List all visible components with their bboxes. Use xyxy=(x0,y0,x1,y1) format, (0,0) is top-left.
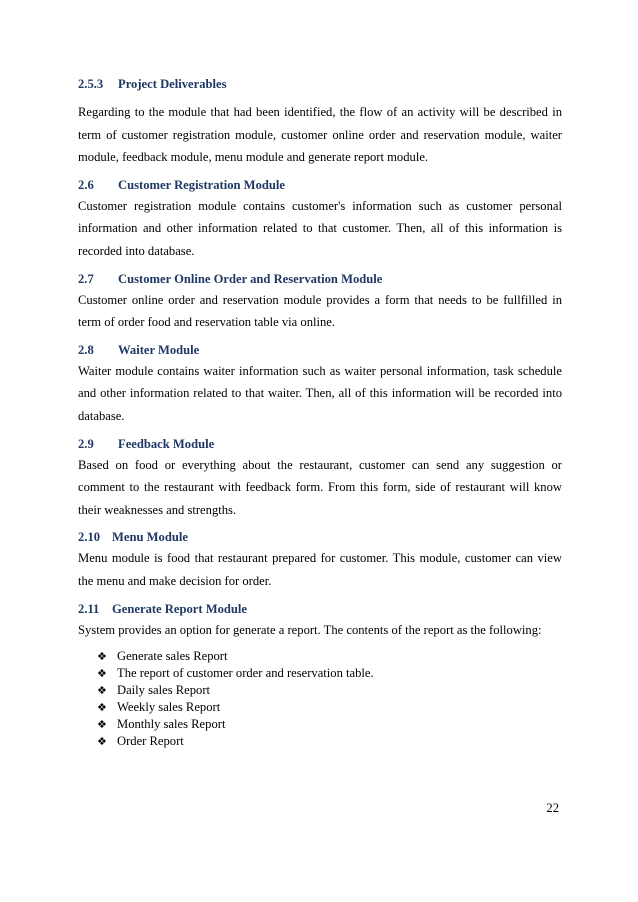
section-body-online-order-reservation: Customer online order and reservation module provides a form that needs to be fullfilled in term of order food and reservation table via online. xyxy=(78,292,562,330)
diamond-bullet-icon: ❖ xyxy=(97,701,107,715)
section-title: Menu Module xyxy=(112,530,188,545)
section-heading-online-order-reservation xyxy=(78,271,562,287)
list-item xyxy=(97,716,562,733)
list-item xyxy=(97,648,562,665)
section-body-customer-registration: Customer registration module contains customer's information such as customer personal information and other information related to that customer. Then, all of this information is recorded into database. xyxy=(78,198,562,258)
list-item-text: Monthly sales Report xyxy=(117,717,226,732)
list-item-text: Weekly sales Report xyxy=(117,700,221,715)
section-number: 2.7 xyxy=(78,271,94,286)
page-number: 22 xyxy=(546,801,559,815)
section-heading-customer-registration xyxy=(78,177,562,193)
section-title: Customer Registration Module xyxy=(118,177,285,192)
section-heading-project-deliverables xyxy=(78,76,562,92)
section-title: Generate Report Module xyxy=(112,601,247,616)
list-item xyxy=(97,665,562,682)
diamond-bullet-icon: ❖ xyxy=(97,684,107,698)
diamond-bullet-icon: ❖ xyxy=(97,735,107,749)
section-number: 2.8 xyxy=(78,342,94,357)
list-item-text: Order Report xyxy=(117,734,184,749)
section-heading-menu-module xyxy=(78,529,562,545)
section-body-generate-report: System provides an option for generate a report. The contents of the report as the following: xyxy=(78,622,542,637)
diamond-bullet-icon: ❖ xyxy=(97,667,107,681)
diamond-bullet-icon: ❖ xyxy=(97,718,107,732)
list-item-text: Daily sales Report xyxy=(117,683,211,698)
report-bullet-list xyxy=(78,648,562,750)
section-number: 2.9 xyxy=(78,436,94,451)
section-number: 2.10 xyxy=(78,530,101,545)
section-body-menu-module: Menu module is food that restaurant prepared for customer. This module, customer can view the menu and make decision for order. xyxy=(78,551,562,588)
section-heading-waiter-module xyxy=(78,342,562,358)
section-heading-generate-report xyxy=(78,601,562,617)
diamond-bullet-icon: ❖ xyxy=(97,650,107,664)
section-number: 2.11 xyxy=(78,601,100,616)
list-item-text: The report of customer order and reservation table. xyxy=(117,666,374,681)
section-number: 2.6 xyxy=(78,177,94,192)
list-item xyxy=(97,733,562,750)
section-heading-feedback-module xyxy=(78,436,562,452)
list-item xyxy=(97,682,562,699)
document-page xyxy=(78,76,562,750)
section-body-waiter-module: Waiter module contains waiter information such as waiter personal information, task schedule and other information related to that waiter. Then, all of this information will be recorded into database. xyxy=(78,363,562,423)
section-title: Waiter Module xyxy=(118,342,200,357)
section-number: 2.5.3 xyxy=(78,77,104,91)
section-title: Customer Online Order and Reservation Module xyxy=(118,271,383,286)
list-item xyxy=(97,699,562,716)
section-body-project-deliverables: Regarding to the module that had been identified, the flow of an activity will be described in term of customer registration module, customer online order and reservation module, waiter module, feedback module, menu module and generate report module. xyxy=(78,105,562,165)
section-title: Feedback Module xyxy=(118,436,215,451)
section-body-feedback-module: Based on food or everything about the restaurant, customer can send any suggestion or comment to the restaurant with feedback form. From this form, side of restaurant will know their weaknesses and strengths. xyxy=(78,457,562,517)
section-title: Project Deliverables xyxy=(118,77,227,91)
list-item-text: Generate sales Report xyxy=(117,649,228,664)
